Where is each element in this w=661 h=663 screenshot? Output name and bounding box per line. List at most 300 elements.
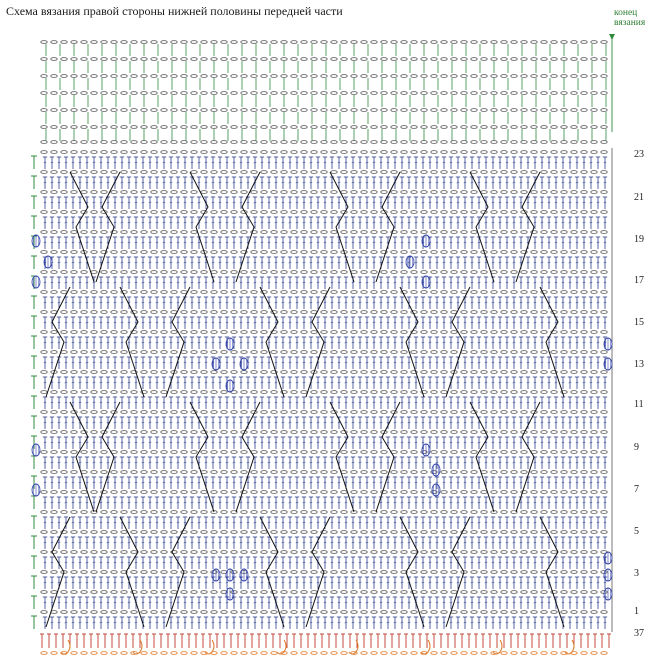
chain-stitch-mark bbox=[241, 141, 247, 144]
chain-stitch-mark bbox=[111, 371, 117, 374]
chain-stitch-mark bbox=[601, 41, 607, 44]
chain-stitch-mark bbox=[401, 92, 407, 95]
chain-stitch-mark bbox=[381, 271, 387, 274]
chain-stitch-mark bbox=[231, 171, 237, 174]
chain-stitch-mark bbox=[521, 411, 527, 414]
chain-stitch-mark bbox=[601, 351, 607, 354]
chain-stitch-mark bbox=[121, 191, 127, 194]
chain-stitch-mark bbox=[181, 291, 187, 294]
chain-stitch-mark bbox=[491, 191, 497, 194]
chain-stitch-mark bbox=[141, 331, 147, 334]
chain-stitch-mark bbox=[571, 411, 577, 414]
chain-stitch-mark bbox=[431, 151, 437, 154]
chain-stitch-mark bbox=[211, 191, 217, 194]
chain-stitch-mark bbox=[551, 141, 557, 144]
chain-stitch-mark bbox=[441, 141, 447, 144]
chain-stitch-mark bbox=[451, 271, 457, 274]
chain-stitch-mark bbox=[421, 231, 427, 234]
chain-stitch-mark bbox=[451, 191, 457, 194]
chain-stitch-mark bbox=[271, 151, 277, 154]
chain-stitch-mark bbox=[311, 271, 317, 274]
chain-stitch-mark bbox=[101, 92, 107, 95]
chain-stitch-mark bbox=[491, 141, 497, 144]
chain-stitch-mark bbox=[521, 171, 527, 174]
chain-stitch-mark bbox=[331, 411, 337, 414]
chain-stitch-mark bbox=[101, 171, 107, 174]
chain-stitch-mark bbox=[141, 109, 147, 112]
chain-stitch-mark bbox=[391, 211, 397, 214]
chain-stitch-mark bbox=[281, 75, 287, 78]
chain-stitch-mark bbox=[501, 391, 507, 394]
chain-stitch-mark bbox=[491, 351, 497, 354]
chain-stitch-mark bbox=[241, 331, 247, 334]
chain-stitch-mark bbox=[471, 371, 477, 374]
chain-stitch-mark bbox=[191, 411, 197, 414]
chain-stitch-mark bbox=[201, 191, 207, 194]
chain-stitch-mark bbox=[531, 191, 537, 194]
chain-stitch-mark bbox=[371, 391, 377, 394]
chain-stitch-mark bbox=[291, 351, 297, 354]
chain-stitch-mark bbox=[601, 141, 607, 144]
chain-stitch-mark bbox=[81, 75, 87, 78]
chain-stitch-mark bbox=[531, 251, 537, 254]
chain-stitch-mark bbox=[251, 41, 257, 44]
chain-stitch-mark bbox=[521, 391, 527, 394]
chain-stitch-mark bbox=[111, 92, 117, 95]
chain-stitch-mark bbox=[291, 291, 297, 294]
chain-stitch-mark bbox=[201, 151, 207, 154]
chain-stitch-mark bbox=[171, 291, 177, 294]
chain-stitch-mark bbox=[301, 92, 307, 95]
chain-stitch-mark bbox=[581, 431, 587, 434]
chain-stitch-mark bbox=[431, 191, 437, 194]
chain-stitch-mark bbox=[451, 251, 457, 254]
chain-stitch-mark bbox=[151, 171, 157, 174]
chain-stitch-mark bbox=[271, 109, 277, 112]
chain-stitch-mark bbox=[251, 391, 257, 394]
chain-stitch-mark bbox=[141, 171, 147, 174]
chain-stitch-mark bbox=[81, 58, 87, 61]
chain-stitch-mark bbox=[51, 351, 57, 354]
chain-stitch-mark bbox=[141, 92, 147, 95]
chain-stitch-mark bbox=[281, 58, 287, 61]
chain-stitch-mark bbox=[341, 171, 347, 174]
chain-stitch-mark bbox=[171, 211, 177, 214]
chain-stitch-mark bbox=[341, 411, 347, 414]
chain-stitch-mark bbox=[221, 391, 227, 394]
top-band bbox=[41, 34, 615, 143]
chain-stitch-mark bbox=[261, 391, 267, 394]
chain-stitch-mark bbox=[511, 151, 517, 154]
chain-stitch-mark bbox=[431, 371, 437, 374]
chain-stitch-mark bbox=[231, 291, 237, 294]
chain-stitch-mark bbox=[351, 41, 357, 44]
chain-stitch-mark bbox=[81, 191, 87, 194]
chain-stitch-mark bbox=[161, 291, 167, 294]
chain-stitch-mark bbox=[401, 271, 407, 274]
chain-stitch-mark bbox=[501, 231, 507, 234]
chain-stitch-mark bbox=[391, 271, 397, 274]
chain-stitch-mark bbox=[101, 109, 107, 112]
chain-stitch-mark bbox=[81, 126, 87, 129]
chain-stitch-mark bbox=[321, 331, 327, 334]
chain-stitch-mark bbox=[501, 211, 507, 214]
chain-stitch-mark bbox=[601, 431, 607, 434]
chain-stitch-mark bbox=[431, 126, 437, 129]
chain-stitch-mark bbox=[241, 411, 247, 414]
chain-stitch-mark bbox=[421, 58, 427, 61]
chain-stitch-mark bbox=[121, 41, 127, 44]
chain-stitch-mark bbox=[471, 291, 477, 294]
chain-stitch-mark bbox=[171, 411, 177, 414]
chain-stitch-mark bbox=[271, 291, 277, 294]
chain-stitch-mark bbox=[591, 271, 597, 274]
chain-stitch-mark bbox=[411, 75, 417, 78]
chain-stitch-mark bbox=[61, 171, 67, 174]
chain-stitch-mark bbox=[471, 351, 477, 354]
chain-stitch-mark bbox=[141, 271, 147, 274]
chain-stitch-mark bbox=[51, 271, 57, 274]
chain-stitch-mark bbox=[261, 109, 267, 112]
chain-stitch-mark bbox=[471, 431, 477, 434]
chain-stitch-mark bbox=[91, 271, 97, 274]
chain-stitch-mark bbox=[171, 251, 177, 254]
chain-stitch-mark bbox=[571, 126, 577, 129]
chain-stitch-mark bbox=[531, 75, 537, 78]
chain-stitch-mark bbox=[461, 331, 467, 334]
chain-stitch-mark bbox=[171, 191, 177, 194]
chain-stitch-mark bbox=[151, 331, 157, 334]
chain-stitch-mark bbox=[191, 126, 197, 129]
chain-stitch-mark bbox=[411, 411, 417, 414]
chain-stitch-mark bbox=[211, 291, 217, 294]
chain-stitch-mark bbox=[121, 251, 127, 254]
chain-stitch-mark bbox=[171, 141, 177, 144]
chain-stitch-mark bbox=[181, 271, 187, 274]
chain-stitch-mark bbox=[471, 211, 477, 214]
chain-stitch-mark bbox=[581, 75, 587, 78]
chain-stitch-mark bbox=[501, 291, 507, 294]
chain-stitch-mark bbox=[451, 391, 457, 394]
chain-stitch-mark bbox=[531, 171, 537, 174]
chain-stitch-mark bbox=[311, 391, 317, 394]
chain-stitch-mark bbox=[521, 151, 527, 154]
chain-stitch-mark bbox=[431, 251, 437, 254]
chain-stitch-mark bbox=[551, 311, 557, 314]
chain-stitch-mark bbox=[321, 41, 327, 44]
chain-stitch-mark bbox=[231, 371, 237, 374]
chain-stitch-mark bbox=[441, 171, 447, 174]
chain-stitch-mark bbox=[551, 75, 557, 78]
chain-stitch-mark bbox=[211, 271, 217, 274]
chain-stitch-mark bbox=[231, 331, 237, 334]
chain-stitch-mark bbox=[271, 141, 277, 144]
chain-stitch-mark bbox=[411, 251, 417, 254]
chain-stitch-mark bbox=[111, 351, 117, 354]
chain-stitch-mark bbox=[291, 231, 297, 234]
chain-stitch-mark bbox=[61, 126, 67, 129]
chain-stitch-mark bbox=[191, 391, 197, 394]
chain-stitch-mark bbox=[191, 251, 197, 254]
chain-stitch-mark bbox=[241, 231, 247, 234]
chain-stitch-mark bbox=[211, 171, 217, 174]
chain-stitch-mark bbox=[571, 92, 577, 95]
chain-stitch-mark bbox=[541, 411, 547, 414]
chain-stitch-mark bbox=[51, 126, 57, 129]
chain-stitch-mark bbox=[561, 211, 567, 214]
chain-stitch-mark bbox=[91, 92, 97, 95]
chain-stitch-mark bbox=[531, 109, 537, 112]
chain-stitch-mark bbox=[171, 351, 177, 354]
chain-stitch-mark bbox=[151, 92, 157, 95]
chain-stitch-mark bbox=[491, 41, 497, 44]
chain-stitch-mark bbox=[591, 231, 597, 234]
chain-stitch-mark bbox=[581, 291, 587, 294]
chain-stitch-mark bbox=[481, 41, 487, 44]
chain-stitch-mark bbox=[401, 126, 407, 129]
chain-stitch-mark bbox=[241, 191, 247, 194]
chain-stitch-mark bbox=[41, 191, 47, 194]
chain-stitch-mark bbox=[301, 58, 307, 61]
chain-stitch-mark bbox=[541, 391, 547, 394]
chain-stitch-mark bbox=[141, 191, 147, 194]
main-pattern-grid bbox=[31, 148, 612, 632]
chain-stitch-mark bbox=[531, 351, 537, 354]
chain-stitch-mark bbox=[331, 291, 337, 294]
chain-stitch-mark bbox=[391, 371, 397, 374]
chain-stitch-mark bbox=[251, 271, 257, 274]
chain-stitch-mark bbox=[441, 231, 447, 234]
chain-stitch-mark bbox=[41, 351, 47, 354]
chain-stitch-mark bbox=[271, 58, 277, 61]
chain-stitch-mark bbox=[491, 411, 497, 414]
chain-stitch-mark bbox=[281, 351, 287, 354]
chain-stitch-mark bbox=[141, 351, 147, 354]
chain-stitch-mark bbox=[141, 58, 147, 61]
chain-stitch-mark bbox=[421, 311, 427, 314]
chain-stitch-mark bbox=[591, 431, 597, 434]
chain-stitch-mark bbox=[231, 411, 237, 414]
chain-stitch-mark bbox=[591, 75, 597, 78]
chain-stitch-mark bbox=[261, 151, 267, 154]
chain-stitch-mark bbox=[481, 126, 487, 129]
chain-stitch-mark bbox=[401, 191, 407, 194]
chain-stitch-mark bbox=[191, 311, 197, 314]
chain-stitch-mark bbox=[431, 311, 437, 314]
chain-stitch-mark bbox=[541, 75, 547, 78]
chain-stitch-mark bbox=[331, 311, 337, 314]
chain-stitch-mark bbox=[51, 141, 57, 144]
chain-stitch-mark bbox=[501, 331, 507, 334]
chain-stitch-mark bbox=[301, 211, 307, 214]
chain-stitch-mark bbox=[511, 231, 517, 234]
chain-stitch-mark bbox=[531, 58, 537, 61]
chain-stitch-mark bbox=[321, 431, 327, 434]
chain-stitch-mark bbox=[361, 411, 367, 414]
chain-stitch-mark bbox=[161, 126, 167, 129]
chain-stitch-mark bbox=[501, 41, 507, 44]
chain-stitch-mark bbox=[231, 431, 237, 434]
chain-stitch-mark bbox=[101, 41, 107, 44]
chain-stitch-mark bbox=[601, 92, 607, 95]
chain-stitch-mark bbox=[171, 58, 177, 61]
chain-stitch-mark bbox=[261, 171, 267, 174]
chain-stitch-mark bbox=[431, 109, 437, 112]
chain-stitch-mark bbox=[141, 41, 147, 44]
chain-stitch-mark bbox=[551, 391, 557, 394]
chain-stitch-mark bbox=[481, 371, 487, 374]
chain-stitch-mark bbox=[121, 141, 127, 144]
chain-stitch-mark bbox=[121, 271, 127, 274]
chain-stitch-mark bbox=[461, 141, 467, 144]
chain-stitch-mark bbox=[231, 151, 237, 154]
chain-stitch-mark bbox=[251, 311, 257, 314]
chain-stitch-mark bbox=[41, 311, 47, 314]
chain-stitch-mark bbox=[171, 171, 177, 174]
chain-stitch-mark bbox=[51, 251, 57, 254]
chain-stitch-mark bbox=[41, 291, 47, 294]
chain-stitch-mark bbox=[351, 351, 357, 354]
chain-stitch-mark bbox=[421, 141, 427, 144]
chain-stitch-mark bbox=[431, 391, 437, 394]
chain-stitch-mark bbox=[211, 351, 217, 354]
chain-stitch-mark bbox=[181, 311, 187, 314]
chain-stitch-mark bbox=[91, 171, 97, 174]
chain-stitch-mark bbox=[321, 126, 327, 129]
chain-stitch-mark bbox=[481, 331, 487, 334]
chain-stitch-mark bbox=[371, 211, 377, 214]
chain-stitch-mark bbox=[561, 331, 567, 334]
chain-stitch-mark bbox=[211, 75, 217, 78]
chain-stitch-mark bbox=[211, 431, 217, 434]
chain-stitch-mark bbox=[511, 75, 517, 78]
chain-stitch-mark bbox=[421, 171, 427, 174]
chain-stitch-mark bbox=[321, 391, 327, 394]
chain-stitch-mark bbox=[471, 191, 477, 194]
chain-stitch-mark bbox=[421, 271, 427, 274]
chain-stitch-mark bbox=[221, 141, 227, 144]
chain-stitch-mark bbox=[191, 371, 197, 374]
chain-stitch-mark bbox=[511, 141, 517, 144]
chain-stitch-mark bbox=[471, 331, 477, 334]
chain-stitch-mark bbox=[111, 271, 117, 274]
chain-stitch-mark bbox=[341, 75, 347, 78]
chain-stitch-mark bbox=[321, 371, 327, 374]
chain-stitch-mark bbox=[331, 126, 337, 129]
chain-stitch-mark bbox=[371, 251, 377, 254]
chain-stitch-mark bbox=[181, 41, 187, 44]
chain-stitch-mark bbox=[341, 271, 347, 274]
chain-stitch-mark bbox=[541, 92, 547, 95]
chain-stitch-mark bbox=[571, 331, 577, 334]
chain-stitch-mark bbox=[521, 291, 527, 294]
chain-stitch-mark bbox=[601, 411, 607, 414]
chain-stitch-mark bbox=[231, 311, 237, 314]
chain-stitch-mark bbox=[311, 211, 317, 214]
chain-stitch-mark bbox=[121, 431, 127, 434]
chain-stitch-mark bbox=[451, 126, 457, 129]
chain-stitch-mark bbox=[141, 311, 147, 314]
chain-stitch-mark bbox=[71, 151, 77, 154]
chain-stitch-mark bbox=[131, 109, 137, 112]
chain-stitch-mark bbox=[361, 141, 367, 144]
chain-stitch-mark bbox=[561, 171, 567, 174]
chain-stitch-mark bbox=[131, 431, 137, 434]
chain-stitch-mark bbox=[261, 311, 267, 314]
chain-stitch-mark bbox=[521, 41, 527, 44]
chain-stitch-mark bbox=[411, 291, 417, 294]
chain-stitch-mark bbox=[291, 391, 297, 394]
chain-stitch-mark bbox=[431, 271, 437, 274]
chain-stitch-mark bbox=[371, 411, 377, 414]
chain-stitch-mark bbox=[421, 291, 427, 294]
chain-stitch-mark bbox=[251, 331, 257, 334]
chain-stitch-mark bbox=[181, 109, 187, 112]
chain-stitch-mark bbox=[381, 191, 387, 194]
chain-stitch-mark bbox=[81, 92, 87, 95]
chain-stitch-mark bbox=[461, 151, 467, 154]
chain-stitch-mark bbox=[241, 291, 247, 294]
chain-stitch-mark bbox=[151, 271, 157, 274]
chain-stitch-mark bbox=[581, 391, 587, 394]
chain-stitch-mark bbox=[51, 151, 57, 154]
chain-stitch-mark bbox=[381, 109, 387, 112]
chain-stitch-mark bbox=[91, 391, 97, 394]
chain-stitch-mark bbox=[91, 141, 97, 144]
chain-stitch-mark bbox=[321, 191, 327, 194]
chain-stitch-mark bbox=[291, 75, 297, 78]
chain-stitch-mark bbox=[351, 231, 357, 234]
chain-stitch-mark bbox=[191, 171, 197, 174]
chain-stitch-mark bbox=[411, 151, 417, 154]
chain-stitch-mark bbox=[521, 191, 527, 194]
chain-stitch-mark bbox=[361, 92, 367, 95]
chain-stitch-mark bbox=[591, 391, 597, 394]
chain-stitch-mark bbox=[521, 126, 527, 129]
chain-stitch-mark bbox=[461, 191, 467, 194]
chain-stitch-mark bbox=[581, 331, 587, 334]
chain-stitch-mark bbox=[221, 251, 227, 254]
chain-stitch-mark bbox=[171, 41, 177, 44]
chain-stitch-mark bbox=[201, 331, 207, 334]
chain-stitch-mark bbox=[61, 271, 67, 274]
chain-stitch-mark bbox=[41, 92, 47, 95]
chain-stitch-mark bbox=[481, 171, 487, 174]
chain-stitch-mark bbox=[251, 351, 257, 354]
chain-stitch-mark bbox=[301, 311, 307, 314]
chain-stitch-mark bbox=[371, 271, 377, 274]
chain-stitch-mark bbox=[301, 151, 307, 154]
chain-stitch-mark bbox=[321, 231, 327, 234]
chain-stitch-mark bbox=[181, 351, 187, 354]
chain-stitch-mark bbox=[251, 126, 257, 129]
chain-stitch-mark bbox=[371, 311, 377, 314]
chain-stitch-mark bbox=[361, 231, 367, 234]
chain-stitch-mark bbox=[101, 191, 107, 194]
chain-stitch-mark bbox=[531, 391, 537, 394]
chain-stitch-mark bbox=[121, 371, 127, 374]
chain-stitch-mark bbox=[351, 58, 357, 61]
chain-stitch-mark bbox=[191, 431, 197, 434]
chain-stitch-mark bbox=[81, 331, 87, 334]
chain-stitch-mark bbox=[461, 109, 467, 112]
chain-stitch-mark bbox=[351, 411, 357, 414]
chain-stitch-mark bbox=[351, 251, 357, 254]
chain-stitch-mark bbox=[361, 291, 367, 294]
chain-stitch-mark bbox=[551, 291, 557, 294]
chain-stitch-mark bbox=[441, 371, 447, 374]
chain-stitch-mark bbox=[571, 371, 577, 374]
